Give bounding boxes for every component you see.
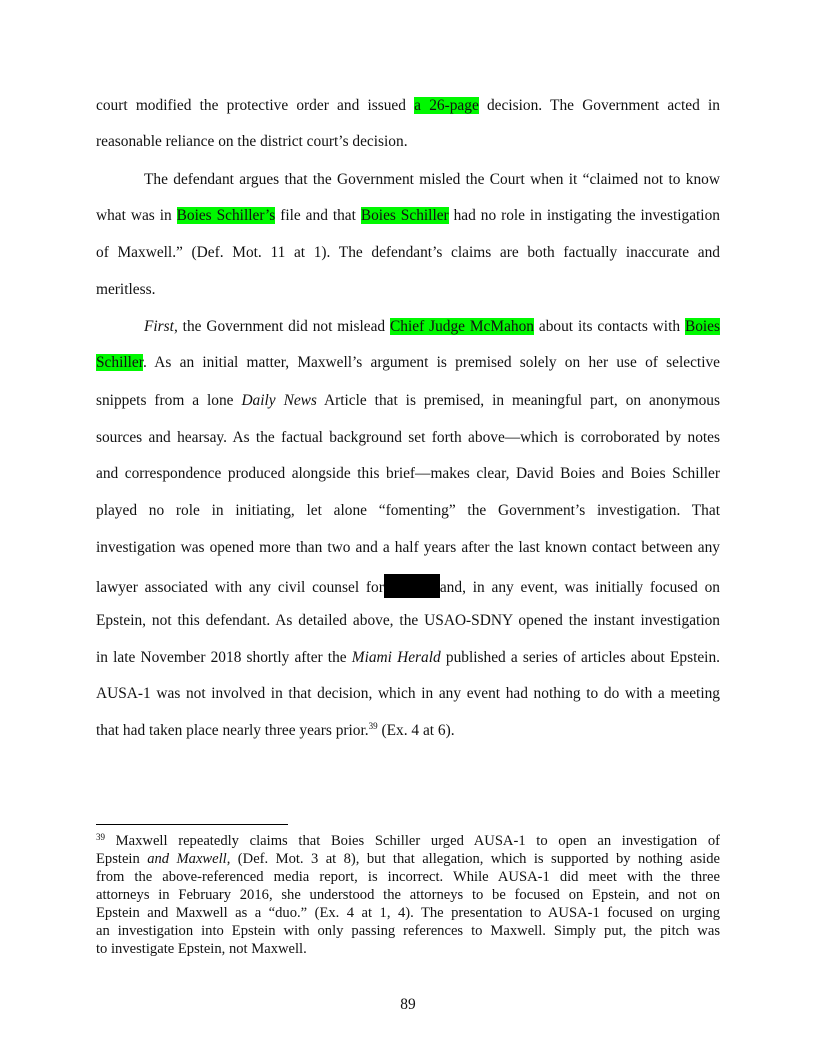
text-run: court modified the protective order and issued <box>96 97 415 114</box>
body-line-3: The defendant argues that the Government misled the Court when it “claimed not to know <box>144 171 720 188</box>
body-line-1 <box>96 96 720 116</box>
body-line-6: meritless. <box>96 281 156 298</box>
body-line-7 <box>144 317 720 337</box>
highlight-boies: Boies <box>684 318 720 335</box>
redaction-box <box>384 574 440 598</box>
body-line-4 <box>96 206 720 226</box>
body-line-12: played no role in initiating, let alone “fomenting” the Government’s investigation. That <box>96 502 720 519</box>
text-run: Maxwell repeatedly claims that Boies Schiller urged AUSA-1 to open an investigation of <box>105 833 720 849</box>
body-line-5: of Maxwell.” (Def. Mot. 11 at 1). The defendant’s claims are both factually inaccurate and <box>96 244 720 261</box>
emphasis-and-maxwell: and Maxwell <box>147 851 227 867</box>
body-line-18 <box>96 721 720 741</box>
highlight-26-page: a 26-page <box>414 97 479 114</box>
text-run: snippets from a lone <box>96 392 242 409</box>
text-run: , the Government did not mislead <box>173 318 391 335</box>
text-run: file and that <box>275 207 361 224</box>
footnote-line-1 <box>96 832 720 850</box>
footnote-line-2 <box>96 850 720 868</box>
text-run: decision. The Government acted in <box>478 97 720 114</box>
text-run: and, in any event, was initially focused on <box>439 579 720 596</box>
footnote-line-5: Epstein and Maxwell as a “duo.” (Ex. 4 at 1, 4). The presentation to AUSA-1 focused on urging <box>96 905 720 921</box>
body-line-9 <box>96 391 720 411</box>
body-line-16 <box>96 648 720 668</box>
text-run: . As an initial matter, Maxwell’s argument is premised solely on her use of selective <box>143 354 720 371</box>
text-run: in late November 2018 shortly after the <box>96 649 352 666</box>
footnote-line-6: an investigation into Epstein with only passing references to Maxwell. Simply put, the pitch was <box>96 923 720 939</box>
text-run: that had taken place nearly three years prior. <box>96 722 369 739</box>
text-run: Article that is premised, in meaningful part, on anonymous <box>316 392 720 409</box>
footnote-number: 39 <box>96 832 105 842</box>
body-line-11: and correspondence produced alongside this brief—makes clear, David Boies and Boies Schiller <box>96 465 720 482</box>
text-run: (Ex. 4 at 6). <box>377 722 455 739</box>
text-run: what was in <box>96 207 177 224</box>
highlight-boies-schiller: Boies Schiller <box>360 207 449 224</box>
body-line-17: AUSA-1 was not involved in that decision, which in any event had nothing to do with a meeting <box>96 685 720 702</box>
body-line-13: investigation was opened more than two and a half years after the last known contact between any <box>96 539 720 556</box>
body-line-10: sources and hearsay. As the factual background set forth above—which is corroborated by notes <box>96 429 720 446</box>
body-line-8 <box>96 353 720 373</box>
text-run: had no role in instigating the investigation <box>448 207 720 224</box>
text-run: lawyer associated with any civil counsel for <box>96 579 384 596</box>
emphasis-first: First <box>144 318 174 335</box>
footnote-line-4: attorneys in February 2016, she understood the attorneys to be focused on Epstein, and not on <box>96 887 720 903</box>
text-run: about its contacts with <box>534 318 685 335</box>
highlight-chief-judge: Chief Judge McMahon <box>390 318 534 335</box>
highlight-boies-schillers: Boies Schiller’s <box>176 207 276 224</box>
footnote-line-7: to investigate Epstein, not Maxwell. <box>96 941 307 957</box>
text-run: published a series of articles about Epstein. <box>440 649 720 666</box>
footnote-divider <box>96 824 288 825</box>
body-line-15: Epstein, not this defendant. As detailed above, the USAO-SDNY opened the instant investigation <box>96 612 720 629</box>
text-run: Epstein <box>96 851 148 867</box>
body-line-2: reasonable reliance on the district court’s decision. <box>96 133 408 150</box>
highlight-schiller: Schiller <box>96 354 144 371</box>
emphasis-miami-herald: Miami Herald <box>351 649 441 666</box>
text-run: , (Def. Mot. 3 at 8), but that allegation, which is supported by nothing aside <box>226 851 720 867</box>
body-line-14 <box>96 574 720 598</box>
footnote-ref: 39 <box>368 721 378 731</box>
footnote-line-3: from the above-referenced media report, is incorrect. While AUSA-1 did meet with the three <box>96 869 720 885</box>
page-number: 89 <box>400 996 416 1013</box>
emphasis-daily-news: Daily News <box>241 392 317 409</box>
